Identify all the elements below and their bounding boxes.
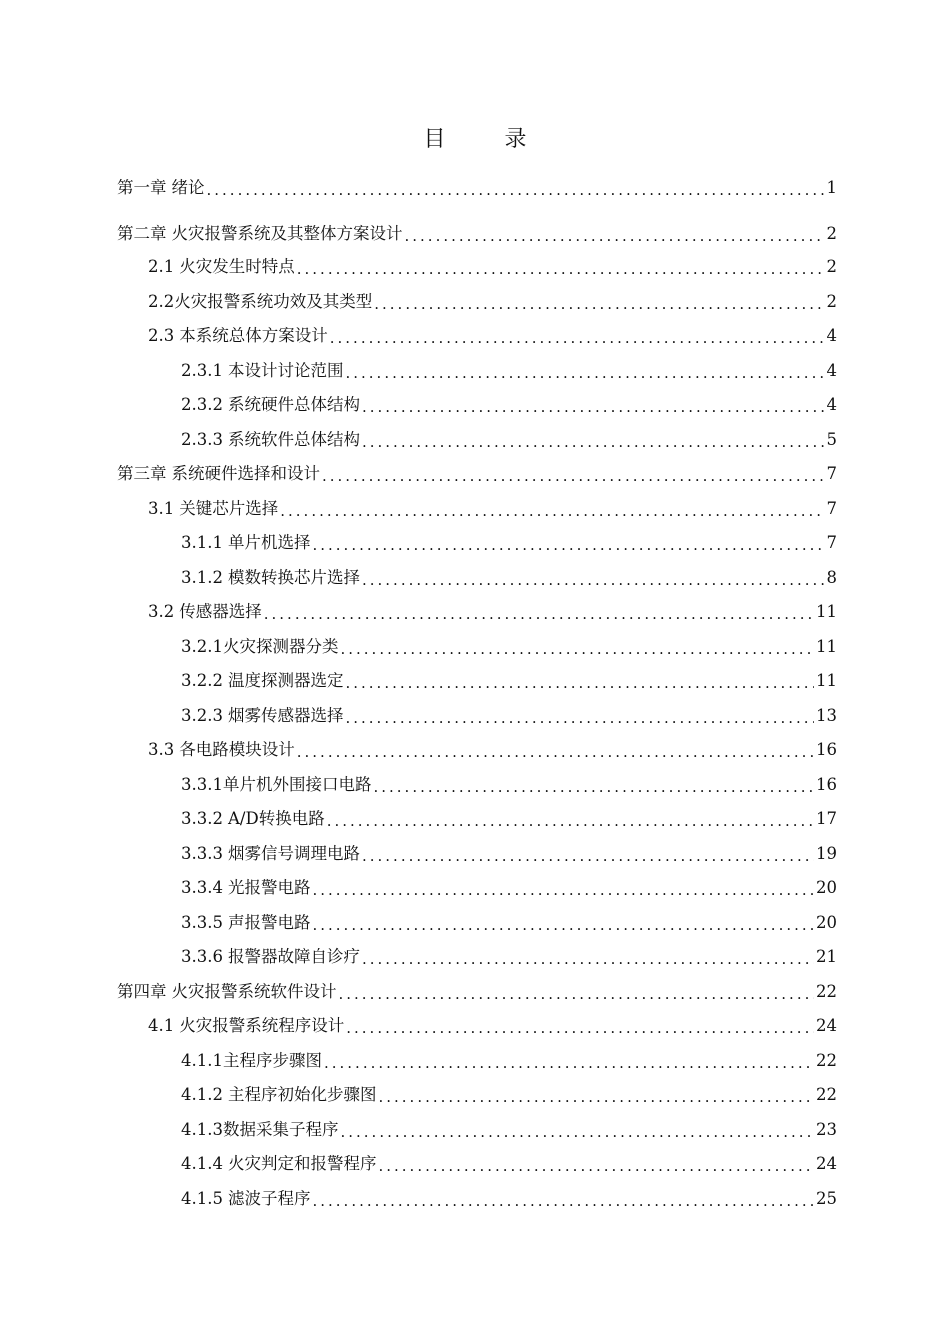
toc-leader-dots [362,846,814,866]
toc-entry-title: 系统软件总体结构 [227,430,360,449]
toc-page-number: 7 [826,499,837,518]
toc-entry-title: 关键芯片选择 [179,499,279,518]
toc-entry[interactable] [148,324,837,348]
toc-entry[interactable] [181,1152,837,1176]
toc-page-number: 1 [826,178,837,197]
toc-entry-title: 火灾报警系统功效及其类型 [174,292,373,311]
toc-leader-dots [362,432,825,452]
toc-page-number: 2 [826,224,837,243]
toc-entry-title: 数据采集子程序 [222,1120,339,1139]
toc-entry-title: 声报警电路 [227,913,311,932]
toc-leader-dots [362,397,825,417]
toc-page-number: 24 [816,1016,837,1035]
toc-leader-dots [297,742,814,762]
toc-entry-number: 3.3.4 [181,878,223,897]
toc-page-number: 11 [816,637,837,656]
toc-entry[interactable] [181,393,837,417]
toc-leader-dots [340,1122,814,1142]
toc-entry-number: 第三章 [117,464,167,483]
toc-entry-title: 单片机外围接口电路 [222,775,372,794]
toc-entry-title: 火灾报警系统及其整体方案设计 [171,224,403,243]
toc-entry-number: 3.3 [148,740,175,759]
toc-entry-title: 各电路模块设计 [179,740,295,759]
toc-entry-number: 4.1.2 [181,1085,223,1104]
page-title: 目 录 [423,127,553,152]
toc-leader-dots [322,466,825,486]
toc-page-number: 13 [816,706,837,725]
toc-entry[interactable] [117,222,837,246]
toc-entry-number: 4.1.3 [181,1120,223,1139]
toc-entry-number: 4.1 [148,1016,175,1035]
toc-page-number: 8 [826,568,837,587]
toc-leader-dots [312,915,814,935]
toc-entry-number: 第四章 [117,982,167,1001]
toc-entry[interactable] [181,773,837,797]
toc-page-number: 22 [816,1051,837,1070]
toc-leader-dots [324,1053,814,1073]
toc-page-number: 21 [816,947,837,966]
toc-page-number: 4 [826,326,837,345]
toc-entry-title: 火灾发生时特点 [179,257,295,276]
toc-entry[interactable] [181,635,837,659]
toc-leader-dots [330,328,825,348]
toc-entry-title: 火灾报警系统软件设计 [171,982,337,1001]
toc-leader-dots [280,501,824,521]
toc-page-number: 20 [816,913,837,932]
toc-entry[interactable] [148,600,837,624]
toc-entry-number: 3.3.1 [181,775,223,794]
toc-leader-dots [346,1018,814,1038]
toc-entry[interactable] [117,980,837,1004]
toc-leader-dots [362,570,825,590]
toc-entry-title: 报警器故障自诊疗 [227,947,360,966]
toc-leader-dots [378,1087,814,1107]
toc-entry-number: 3.1.1 [181,533,223,552]
toc-page-number: 16 [816,775,837,794]
toc-leader-dots [373,777,814,797]
toc-entry[interactable] [181,945,837,969]
toc-entry-number: 3.2 [148,602,175,621]
toc-entry[interactable] [181,1118,837,1142]
toc-page-number: 7 [826,533,837,552]
toc-page-number: 24 [816,1154,837,1173]
toc-entry-number: 3.3.6 [181,947,223,966]
toc-page-number: 16 [816,740,837,759]
toc-entry-number: 3.2.2 [181,671,223,690]
toc-entry-number: 3.3.5 [181,913,223,932]
toc-entry-title: 烟雾信号调理电路 [227,844,360,863]
toc-leader-dots [312,535,824,555]
toc-page-number: 17 [816,809,837,828]
toc-entry-number: 3.2.3 [181,706,223,725]
toc-leader-dots [312,1191,814,1211]
toc-leader-dots [345,673,814,693]
toc-entry-title: 火灾探测器分类 [222,637,339,656]
toc-page-number: 5 [826,430,837,449]
toc-page-number: 22 [816,1085,837,1104]
toc-leader-dots [312,880,814,900]
toc-leader-dots [374,294,824,314]
toc-entry-number: 2.1 [148,257,175,276]
toc-page-number: 4 [826,395,837,414]
toc-entry-title: 主程序初始化步骤图 [227,1085,377,1104]
toc-page-number: 22 [816,982,837,1001]
toc-entry[interactable] [181,876,837,900]
toc-entry-number: 4.1.1 [181,1051,223,1070]
toc-entry-title: 本系统总体方案设计 [179,326,328,345]
toc-entry-title: 模数转换芯片选择 [227,568,360,587]
toc-page-number: 20 [816,878,837,897]
toc-entry-title: 光报警电路 [227,878,311,897]
toc-leader-dots [378,1156,814,1176]
toc-entry-number: 4.1.4 [181,1154,223,1173]
toc-entry[interactable] [181,704,837,728]
toc-entry-title: 系统硬件选择和设计 [171,464,320,483]
toc-entry-number: 2.3.2 [181,395,223,414]
toc-entry[interactable] [181,842,837,866]
toc-entry[interactable] [181,1083,837,1107]
toc-entry-number: 2.3.1 [181,361,223,380]
toc-entry[interactable] [181,807,837,831]
toc-entry-number: 3.1 [148,499,175,518]
toc-leader-dots [405,226,825,246]
toc-entry-title: A/D转换电路 [227,809,325,828]
toc-entry-number: 2.3 [148,326,175,345]
toc-entry-number: 第二章 [117,224,167,243]
toc-entry-title: 本设计讨论范围 [227,361,344,380]
toc-entry-title: 传感器选择 [179,602,262,621]
toc-page-number: 11 [816,671,837,690]
toc-entry-title: 系统硬件总体结构 [227,395,360,414]
toc-entry-title: 滤波子程序 [227,1189,311,1208]
toc-entry-title: 绪论 [171,178,205,197]
toc-entry-title: 主程序步骤图 [222,1051,322,1070]
toc-entry-title: 温度探测器选定 [227,671,344,690]
toc-leader-dots [340,639,814,659]
toc-leader-dots [362,949,814,969]
toc-entry-title: 火灾报警系统程序设计 [179,1016,345,1035]
toc-entry[interactable] [181,531,837,555]
toc-page-number: 7 [826,464,837,483]
toc-entry[interactable] [148,738,837,762]
toc-leader-dots [207,180,825,200]
toc-leader-dots [327,811,814,831]
toc-page-number: 23 [816,1120,837,1139]
toc-entry[interactable] [148,1014,837,1038]
toc-entry[interactable] [181,1049,837,1073]
toc-entry[interactable] [117,462,837,486]
toc-entry-number: 第一章 [117,178,167,197]
toc-leader-dots [297,259,825,279]
toc-entry[interactable] [181,566,837,590]
toc-entry-number: 4.1.5 [181,1189,223,1208]
toc-entry-title: 烟雾传感器选择 [227,706,344,725]
toc-entry-title: 火灾判定和报警程序 [227,1154,377,1173]
toc-entry-number: 2.3.3 [181,430,223,449]
toc-leader-dots [345,363,824,383]
toc-entry-number: 3.3.2 [181,809,223,828]
toc-leader-dots [264,604,814,624]
toc-page-number: 4 [826,361,837,380]
toc-entry[interactable] [181,359,837,383]
toc-entry-number: 2.2 [148,292,175,311]
toc-entry[interactable] [148,497,837,521]
toc-entry[interactable] [148,255,837,279]
toc-entry[interactable] [181,1187,837,1211]
toc-page-number: 19 [816,844,837,863]
toc-page-number: 2 [826,257,837,276]
toc-entry[interactable] [181,669,837,693]
toc-page-number: 11 [816,602,837,621]
toc-entry-number: 3.2.1 [181,637,223,656]
toc-entry-number: 3.1.2 [181,568,223,587]
toc-entry[interactable] [148,290,837,314]
toc-page-number: 2 [826,292,837,311]
toc-entry-title: 单片机选择 [227,533,311,552]
toc-entry[interactable] [181,428,837,452]
toc-leader-dots [345,708,814,728]
toc-leader-dots [339,984,815,1004]
toc-entry[interactable] [117,176,837,200]
toc-entry[interactable] [181,911,837,935]
toc-entry-number: 3.3.3 [181,844,223,863]
toc-page-number: 25 [816,1189,837,1208]
